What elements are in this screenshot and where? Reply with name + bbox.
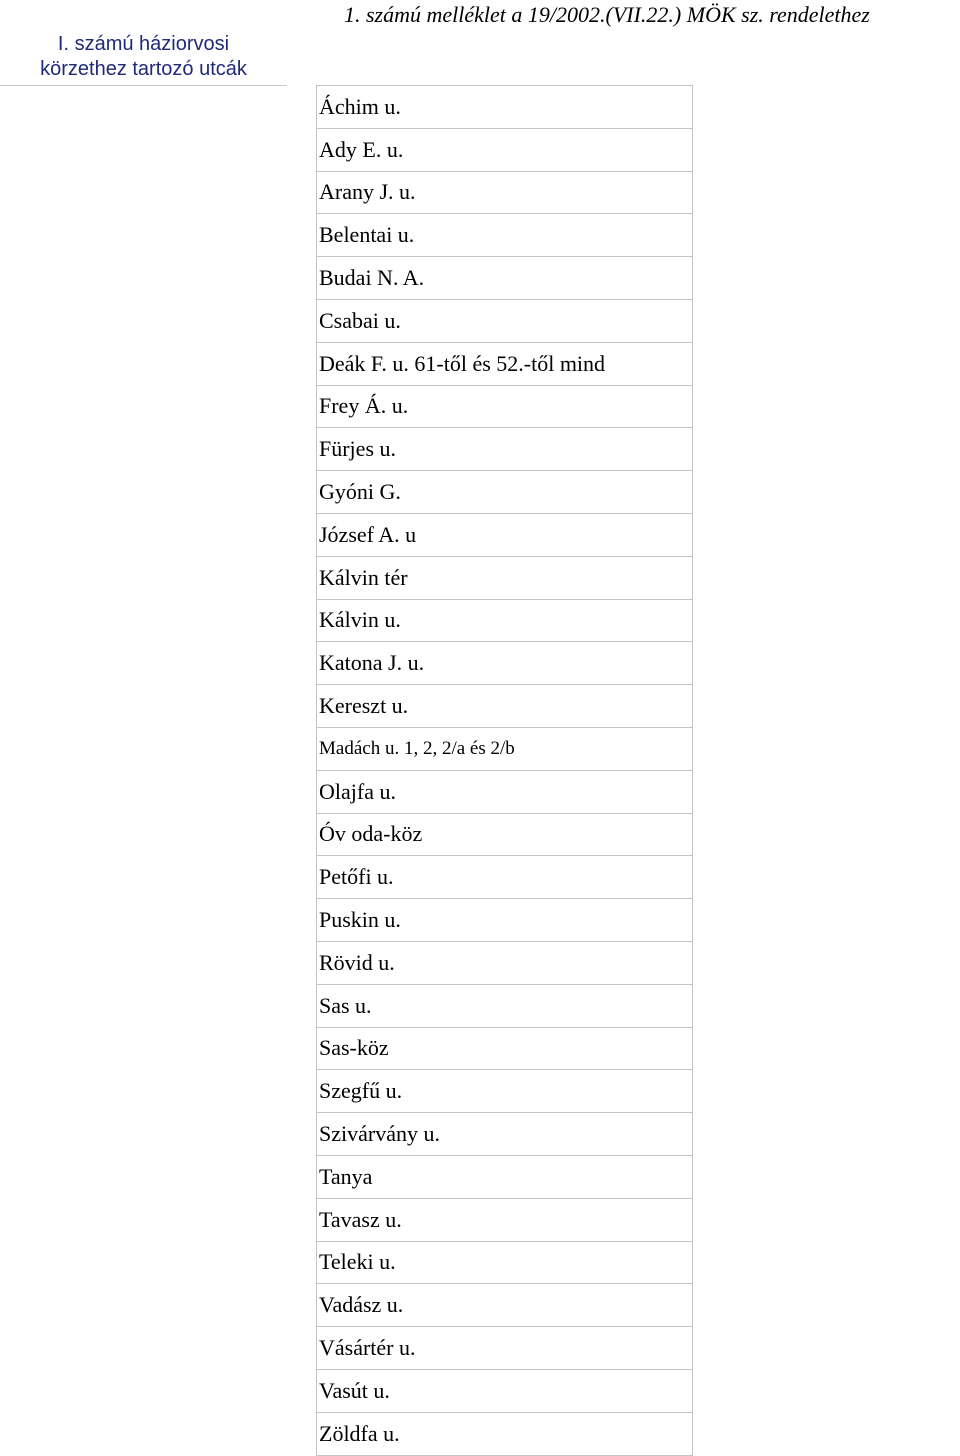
street-name-cell: Szivárvány u. (317, 1113, 693, 1156)
table-row (317, 342, 693, 385)
table-row (317, 428, 693, 471)
street-name-cell: Sas u. (317, 984, 693, 1027)
street-name-cell: Teleki u. (317, 1241, 693, 1284)
table-row (317, 1027, 693, 1070)
street-name-cell: Olajfa u. (317, 770, 693, 813)
street-name-cell: Szegfű u. (317, 1070, 693, 1113)
table-row (317, 1070, 693, 1113)
street-name-cell: Zöldfa u. (317, 1412, 693, 1455)
table-row (317, 727, 693, 770)
table-row (317, 770, 693, 813)
street-name-cell: Kereszt u. (317, 685, 693, 728)
page-header (0, 0, 960, 90)
table-row (317, 214, 693, 257)
table-row (317, 171, 693, 214)
street-name-cell: Áchim u. (317, 86, 693, 129)
table-row (317, 1113, 693, 1156)
table-row (317, 1369, 693, 1412)
table-row (317, 86, 693, 129)
street-name-cell: Kálvin u. (317, 599, 693, 642)
district-title-line2: körzethez tartozó utcák (40, 58, 247, 80)
street-name-cell: Katona J. u. (317, 642, 693, 685)
table-row (317, 685, 693, 728)
table-row (317, 813, 693, 856)
street-name-cell: Arany J. u. (317, 171, 693, 214)
table-row (317, 1241, 693, 1284)
street-name-cell: Csabai u. (317, 299, 693, 342)
table-row (317, 471, 693, 514)
streets-table (316, 85, 693, 1456)
title-divider (0, 85, 287, 86)
street-name-cell: Ady E. u. (317, 128, 693, 171)
street-name-cell: Tavasz u. (317, 1198, 693, 1241)
table-row (317, 941, 693, 984)
street-name-cell: Tanya (317, 1155, 693, 1198)
table-row (317, 1284, 693, 1327)
table-row (317, 128, 693, 171)
street-name-cell: Frey Á. u. (317, 385, 693, 428)
table-row (317, 899, 693, 942)
district-title-line1: I. számú háziorvosi (57, 33, 230, 55)
street-name-cell: Gyóni G. (317, 471, 693, 514)
street-name-cell: Kálvin tér (317, 556, 693, 599)
table-row (317, 385, 693, 428)
table-row (317, 1155, 693, 1198)
street-name-cell: Puskin u. (317, 899, 693, 942)
table-row (317, 257, 693, 300)
district-title (0, 32, 287, 82)
street-name-cell: Madách u. 1, 2, 2/a és 2/b (317, 727, 693, 770)
street-name-cell: Deák F. u. 61-től és 52.-től mind (317, 342, 693, 385)
table-row (317, 642, 693, 685)
table-row (317, 513, 693, 556)
street-name-cell: Rövid u. (317, 941, 693, 984)
table-row (317, 1327, 693, 1370)
street-name-cell: Vasút u. (317, 1369, 693, 1412)
table-row (317, 299, 693, 342)
street-name-cell: Vásártér u. (317, 1327, 693, 1370)
street-name-cell: Sas-köz (317, 1027, 693, 1070)
table-row (317, 1412, 693, 1455)
street-name-cell: Fürjes u. (317, 428, 693, 471)
street-name-cell: Vadász u. (317, 1284, 693, 1327)
street-name-cell: Belentai u. (317, 214, 693, 257)
table-row (317, 1198, 693, 1241)
street-name-cell: Óv oda-köz (317, 813, 693, 856)
table-row (317, 984, 693, 1027)
street-name-cell: Petőfi u. (317, 856, 693, 899)
streets-table-body (317, 86, 693, 1456)
street-name-cell: József A. u (317, 513, 693, 556)
annex-note: 1. számú melléklet a 19/2002.(VII.22.) MÖK sz. rendelethez (344, 2, 870, 27)
table-row (317, 556, 693, 599)
table-row (317, 599, 693, 642)
street-name-cell: Budai N. A. (317, 257, 693, 300)
table-row (317, 856, 693, 899)
